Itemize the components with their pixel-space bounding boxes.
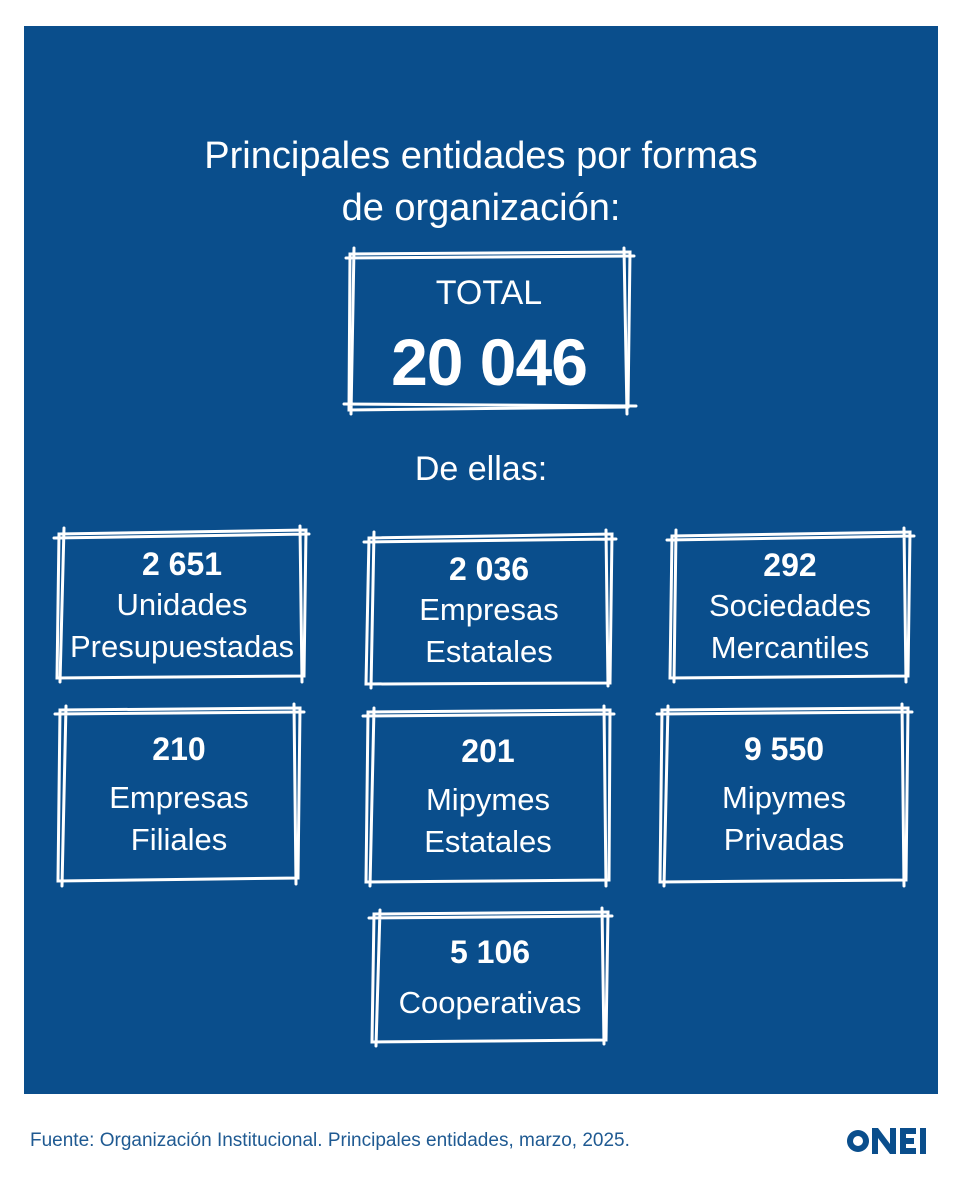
entity-box-mipymes-privadas: [660, 710, 908, 880]
entity-name-line-1: Mipymes: [425, 782, 550, 817]
entity-value: 201: [461, 733, 515, 769]
infographic-panel: [24, 26, 938, 1094]
entity-name-line-1: Sociedades: [708, 588, 871, 623]
total-value: 20 046: [391, 325, 587, 399]
onei-logo: [846, 1126, 932, 1156]
main-title: [24, 130, 938, 234]
entity-value: 292: [763, 547, 817, 583]
source-footer: Fuente: Organización Institucional. Principales entidades, marzo, 2025.: [30, 1130, 630, 1151]
entity-value: 9 550: [743, 731, 825, 767]
entity-name-line-1: Empresas: [109, 780, 249, 815]
entity-name-line-1: Empresas: [419, 592, 559, 627]
entity-box-mipymes-estatales: [366, 712, 610, 882]
entity-box-empresas-estatales: [366, 538, 612, 684]
entity-name-line-1: Mipymes: [721, 780, 846, 815]
entity-box-unidades-presupuestadas: [57, 534, 307, 678]
entity-name-line-2: Estatales: [424, 824, 552, 859]
entity-name-line-2: Mercantiles: [710, 630, 870, 665]
entity-name-line-2: Presupuestadas: [69, 629, 295, 664]
entity-value: 2 651: [141, 546, 223, 582]
entity-box-sociedades-mercantiles: [670, 536, 910, 678]
total-label: TOTAL: [435, 274, 543, 312]
title-line-2: de organización:: [341, 187, 621, 229]
entity-name-line-1: Cooperativas: [398, 985, 582, 1020]
entity-value: 210: [152, 731, 206, 767]
entity-name-line-2: Privadas: [723, 822, 845, 857]
subheading: De ellas:: [414, 450, 548, 488]
entity-box-empresas-filiales: [58, 710, 300, 880]
title-line-1: Principales entidades por formas: [204, 135, 758, 177]
entity-value: 2 036: [448, 551, 530, 587]
entity-name-line-2: Estatales: [425, 634, 553, 669]
entity-name-line-1: Unidades: [116, 587, 248, 622]
entity-value: 5 106: [449, 934, 531, 970]
entity-box-cooperativas: [372, 914, 608, 1042]
entity-name-line-2: Filiales: [130, 822, 228, 857]
